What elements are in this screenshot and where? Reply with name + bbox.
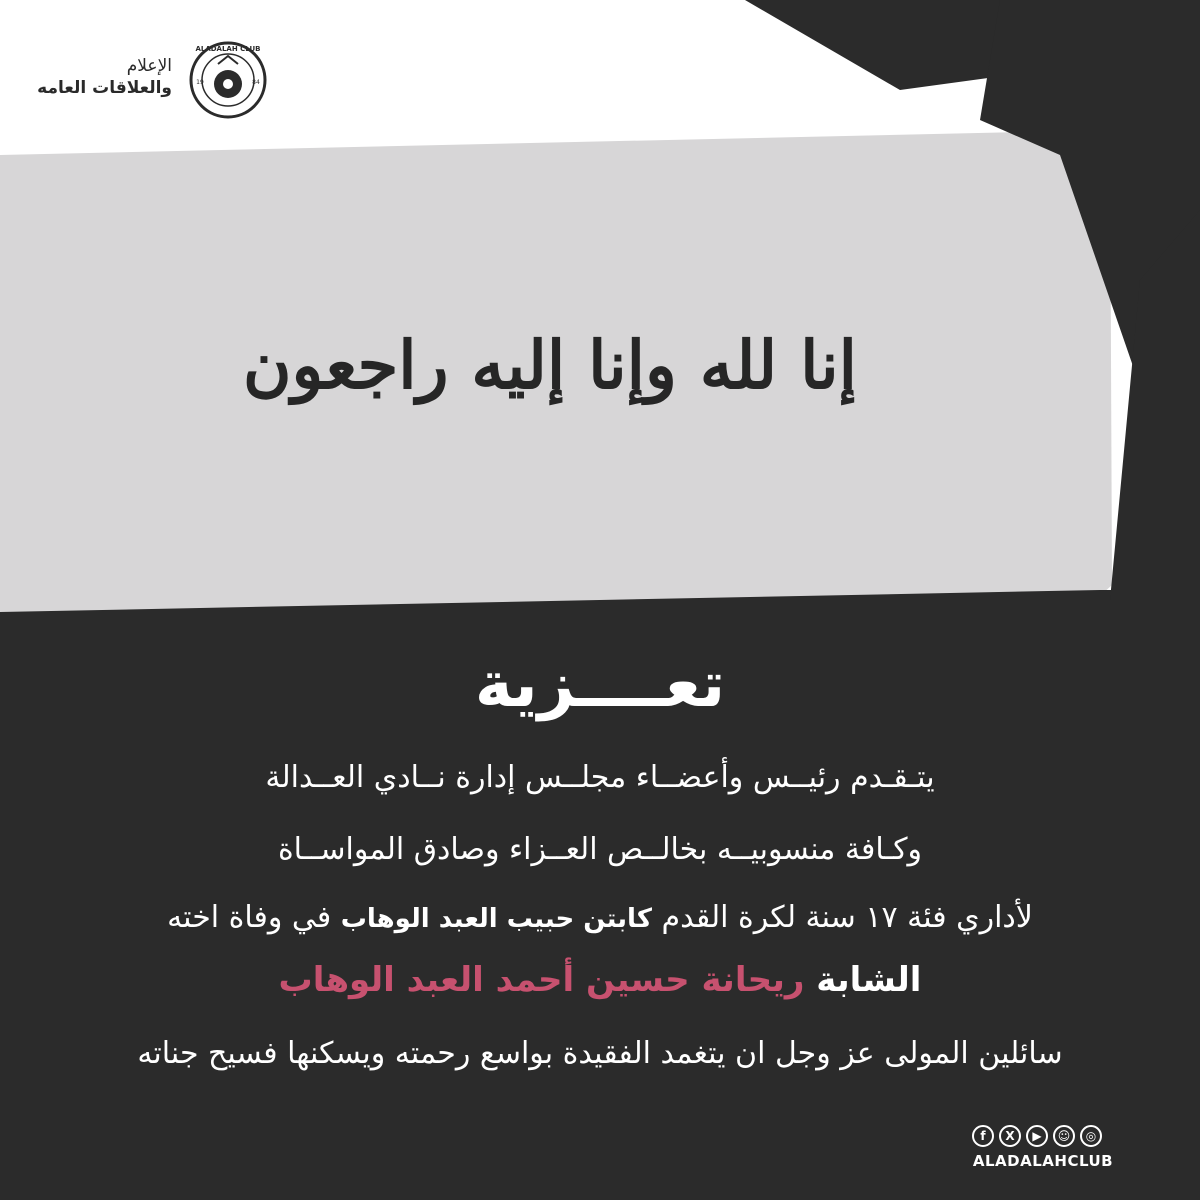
snapchat-icon[interactable]: ☺ xyxy=(1053,1125,1075,1147)
facebook-icon[interactable]: f xyxy=(972,1125,994,1147)
notice-line-2: وكـافة منسوبيــه بخالــص العــزاء وصادق المواســاة xyxy=(277,832,923,867)
deceased-line xyxy=(80,952,1120,1008)
department-line2: والعلاقات العامه xyxy=(37,78,172,98)
logo-text: ALADALAH CLUB xyxy=(195,45,261,53)
deceased-name: ريحانة حسين أحمد العبد الوهاب xyxy=(278,960,805,1000)
captain-name: كابتن حبيب العبد الوهاب xyxy=(340,904,652,934)
social-handle: ALADALAHCLUB xyxy=(972,1152,1114,1170)
department-line1: الإعلام xyxy=(126,56,172,76)
deceased-prefix: الشابة xyxy=(816,960,922,1000)
instagram-icon[interactable]: ◎ xyxy=(1080,1125,1102,1147)
quran-verse-calligraphy: إنا لله وإنا إليه راجعون xyxy=(243,326,857,404)
logo-year-right: 84 xyxy=(252,79,260,86)
notice-line-1: يتـقـدم رئيــس وأعضــاء مجلــس إدارة نــادي العــدالة xyxy=(265,760,935,795)
notice-line-3-part1: لأداري فئة ١٧ سنة لكرة القدم xyxy=(661,900,1033,935)
x-icon[interactable]: X xyxy=(999,1125,1021,1147)
social-icons xyxy=(972,1125,1122,1153)
logo-year-left: 19 xyxy=(196,79,204,86)
department-title xyxy=(2,56,172,100)
condolence-title: تعــــزية xyxy=(474,648,726,722)
notice-line-3 xyxy=(80,896,1120,941)
club-crest-icon xyxy=(188,40,268,120)
prayer-line: سائلين المولى عز وجل ان يتغمد الفقيدة بواسع رحمته ويسكنها فسيح جناته xyxy=(137,1036,1063,1071)
youtube-icon[interactable]: ▶ xyxy=(1026,1125,1048,1147)
notice-line-3-part2: في وفاة اخته xyxy=(167,900,332,935)
